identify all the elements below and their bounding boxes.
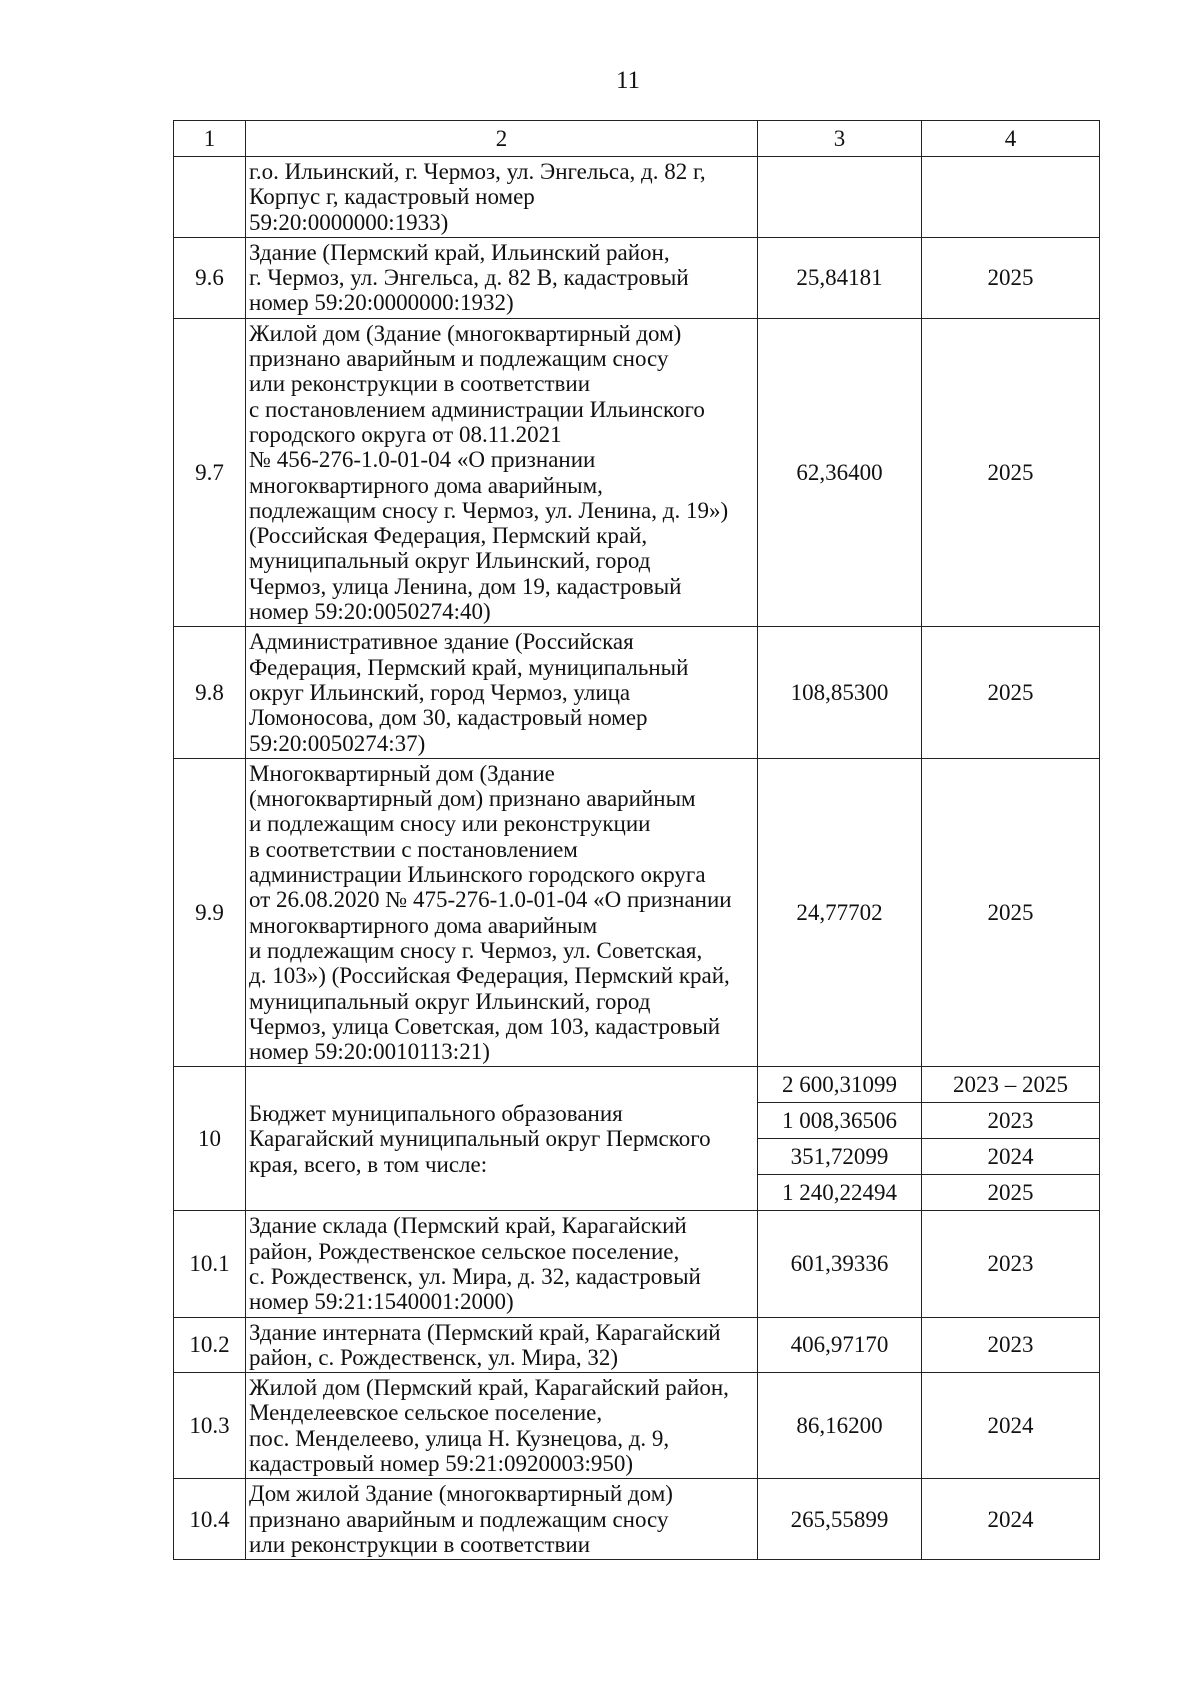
description-line: номер 59:20:0050274:40) [249,599,491,625]
description-line: администрации Ильинского городского округа [249,862,706,888]
description-line: Жилой дом (Пермский край, Карагайский район, [249,1375,729,1401]
description-line: края, всего, в том числе: [249,1151,488,1177]
description-line: номер 59:20:0010113:21) [249,1039,490,1065]
budget-subrow [174,1067,1100,1103]
table-row [174,758,1100,1067]
description-line: многоквартирного дома аварийным [249,912,598,938]
description-line: Чермоз, улица Советская, дом 103, кадастровый [249,1013,721,1039]
row-number: 9.9 [174,758,246,1067]
row-amount: 108,85300 [758,627,922,758]
description-line: 59:20:0000000:1933) [249,209,449,235]
row-number [174,157,246,238]
description-line: многоквартирного дома аварийным, [249,472,603,498]
row-year: 2023 [922,1317,1100,1373]
description-line: Федерация, Пермский край, муниципальный [249,654,689,680]
table-row [174,1317,1100,1373]
table-row [174,318,1100,627]
row-description [246,318,758,627]
row-description [246,1211,758,1317]
budget-year: 2024 [922,1139,1100,1175]
row-amount: 24,77702 [758,758,922,1067]
description-line: Дом жилой Здание (многоквартирный дом) [249,1481,673,1507]
row-amount [758,157,922,238]
row-description [246,1479,758,1560]
description-line: (многоквартирный дом) признано аварийным [249,786,696,812]
row-number: 10.4 [174,1479,246,1560]
description-line: признано аварийным и подлежащим сносу [249,1506,669,1532]
description-line: Здание (Пермский край, Ильинский район, [249,239,670,265]
row-year [922,157,1100,238]
description-line: Корпус г, кадастровый номер [249,184,535,210]
budget-amount: 2 600,31099 [758,1067,922,1103]
header-col-4: 4 [922,121,1100,157]
table-row [174,627,1100,758]
row-number: 9.8 [174,627,246,758]
description-line: 59:20:0050274:37) [249,730,426,756]
budget-amount: 1 240,22494 [758,1175,922,1211]
budget-year: 2025 [922,1175,1100,1211]
row-number: 10.2 [174,1317,246,1373]
description-line: или реконструкции в соответствии [249,1531,591,1557]
description-line: или реконструкции в соответствии [249,371,591,397]
row-number: 9.7 [174,318,246,627]
row-number: 10 [174,1067,246,1211]
description-line: район, с. Рождественск, ул. Мира, 32) [249,1344,619,1370]
row-year: 2025 [922,318,1100,627]
row-amount: 601,39336 [758,1211,922,1317]
description-line: Жилой дом (Здание (многоквартирный дом) [249,320,682,346]
row-description [246,627,758,758]
budget-amount: 1 008,36506 [758,1103,922,1139]
description-line: Бюджет муниципального образования [249,1100,623,1126]
description-line: в соответствии с постановлением [249,836,578,862]
row-amount: 265,55899 [758,1479,922,1560]
description-line: пос. Менделеево, улица Н. Кузнецова, д. 9, [249,1425,670,1451]
description-line: городского округа от 08.11.2021 [249,421,562,447]
row-year: 2025 [922,237,1100,318]
row-year: 2025 [922,758,1100,1067]
description-line: и подлежащим сносу г. Чермоз, ул. Советская, [249,937,703,963]
budget-year: 2023 – 2025 [922,1067,1100,1103]
row-number: 9.6 [174,237,246,318]
row-amount: 25,84181 [758,237,922,318]
description-line: Менделеевское сельское поселение, [249,1400,603,1426]
row-year: 2024 [922,1479,1100,1560]
description-line: Карагайский муниципальный округ Пермского [249,1126,711,1152]
objects-table [173,120,1100,1560]
description-line: Многоквартирный дом (Здание [249,760,555,786]
description-line: муниципальный округ Ильинский, город [249,548,651,574]
header-col-2: 2 [246,121,758,157]
table-row [174,237,1100,318]
description-line: и подлежащим сносу или реконструкции [249,811,651,837]
description-line: от 26.08.2020 № 475-276-1.0-01-04 «О признании [249,887,732,913]
row-amount: 62,36400 [758,318,922,627]
description-line: Здание склада (Пермский край, Карагайский [249,1213,687,1239]
description-line: муниципальный округ Ильинский, город [249,988,651,1014]
header-col-3: 3 [758,121,922,157]
description-line: округ Ильинский, город Чермоз, улица [249,679,631,705]
header-col-1: 1 [174,121,246,157]
description-line: с постановлением администрации Ильинского [249,396,705,422]
row-description [246,1067,758,1211]
row-amount: 86,16200 [758,1373,922,1479]
table-header [174,121,1100,157]
description-line: номер 59:21:1540001:2000) [249,1289,514,1315]
description-line: Здание интерната (Пермский край, Карагайский [249,1319,721,1345]
table-row [174,1479,1100,1560]
description-line: кадастровый номер 59:21:0920003:950) [249,1451,634,1477]
row-description [246,1373,758,1479]
row-description [246,157,758,238]
table-row [174,1211,1100,1317]
description-line: подлежащим сносу г. Чермоз, ул. Ленина, д. 19») [249,497,729,523]
row-number: 10.1 [174,1211,246,1317]
row-year: 2024 [922,1373,1100,1479]
description-line: Административное здание (Российская [249,629,634,655]
description-line: г.о. Ильинский, г. Чермоз, ул. Энгельса, д. 82 г, [249,159,706,184]
description-line: № 456-276-1.0-01-04 «О признании [249,447,596,473]
row-year: 2023 [922,1211,1100,1317]
description-line: номер 59:20:0000000:1932) [249,290,514,316]
description-line: Ломоносова, дом 30, кадастровый номер [249,705,648,731]
description-line: г. Чермоз, ул. Энгельса, д. 82 В, кадастровый [249,265,689,291]
row-description [246,1317,758,1373]
row-description [246,758,758,1067]
description-line: признано аварийным и подлежащим сносу [249,346,669,372]
row-amount: 406,97170 [758,1317,922,1373]
page-number: 11 [615,67,641,94]
row-number: 10.3 [174,1373,246,1479]
table-row [174,1373,1100,1479]
description-line: (Российская Федерация, Пермский край, [249,523,648,549]
description-line: район, Рождественское сельское поселение, [249,1238,680,1264]
row-year: 2025 [922,627,1100,758]
description-line: Чермоз, улица Ленина, дом 19, кадастровый [249,573,682,599]
budget-year: 2023 [922,1103,1100,1139]
table-row [174,157,1100,238]
description-line: с. Рождественск, ул. Мира, д. 32, кадастровый [249,1263,701,1289]
description-line: д. 103») (Российская Федерация, Пермский край, [249,963,730,989]
row-description [246,237,758,318]
budget-amount: 351,72099 [758,1139,922,1175]
